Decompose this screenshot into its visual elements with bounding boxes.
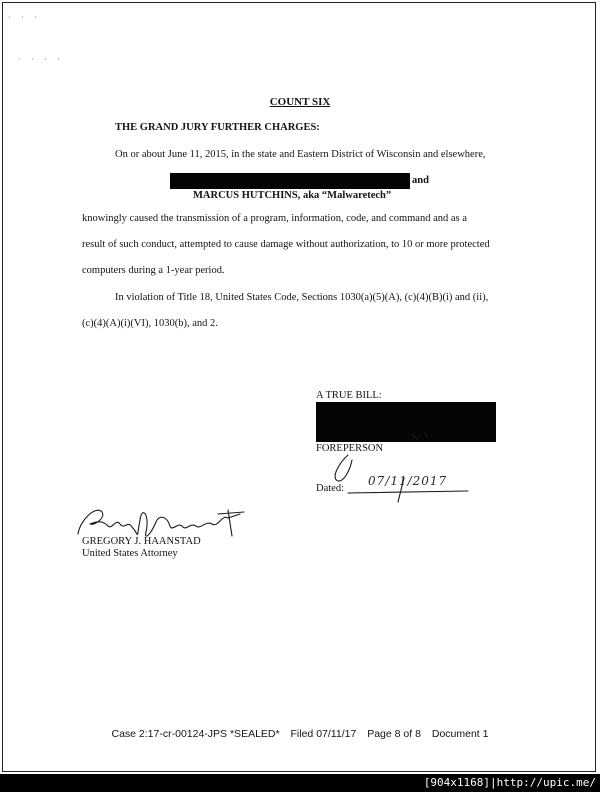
paragraph-line: computers during a 1-year period. bbox=[82, 265, 225, 276]
foreperson-signature-mark bbox=[412, 432, 427, 440]
scan-artifact: · · · · bbox=[18, 55, 64, 64]
footer-page-count: Page 8 of 8 bbox=[367, 728, 421, 740]
footer-filed-date: Filed 07/11/17 bbox=[290, 728, 357, 740]
attorney-signature bbox=[78, 510, 240, 536]
dated-signature-line bbox=[348, 491, 468, 493]
scan-artifact: · · · bbox=[8, 13, 41, 22]
dated-handwritten-value: 07/11/2017 bbox=[368, 474, 448, 488]
foreperson-label: FOREPERSON bbox=[316, 443, 384, 454]
dated-slash-mark bbox=[398, 478, 404, 502]
paragraph-line: knowingly caused the transmission of a program, information, code, and command and as a bbox=[82, 213, 467, 224]
image-host-stamp-text: [904x1168]|http://upic.me/ bbox=[423, 776, 596, 789]
count-title: COUNT SIX bbox=[269, 96, 331, 108]
case-footer bbox=[0, 728, 600, 740]
charge-heading: THE GRAND JURY FURTHER CHARGES: bbox=[115, 122, 320, 133]
paragraph-line: result of such conduct, attempted to cause damage without authorization, to 10 or more protected bbox=[82, 239, 490, 250]
attorney-title: United States Attorney bbox=[82, 548, 178, 559]
foreperson-signature bbox=[335, 455, 352, 481]
attorney-name: GREGORY J. HAANSTAD bbox=[82, 536, 201, 547]
paragraph-line: In violation of Title 18, United States Code, Sections 1030(a)(5)(A), (c)(4)(B)(i) and (ii), bbox=[115, 292, 489, 303]
paragraph-line: (c)(4)(A)(i)(VI), 1030(b), and 2. bbox=[82, 318, 218, 329]
footer-document-number: Document 1 bbox=[431, 728, 489, 740]
defendant-name: MARCUS HUTCHINS, aka “Malwaretech” bbox=[193, 190, 392, 201]
image-host-stamp bbox=[0, 774, 600, 792]
and-word: and bbox=[412, 175, 429, 186]
footer-case-number: Case 2:17-cr-00124-JPS *SEALED* bbox=[111, 728, 280, 740]
dated-label: Dated: bbox=[316, 483, 344, 494]
true-bill-label: A TRUE BILL: bbox=[316, 390, 382, 401]
paragraph-intro: On or about June 11, 2015, in the state and Eastern District of Wisconsin and elsewhere, bbox=[115, 149, 486, 160]
